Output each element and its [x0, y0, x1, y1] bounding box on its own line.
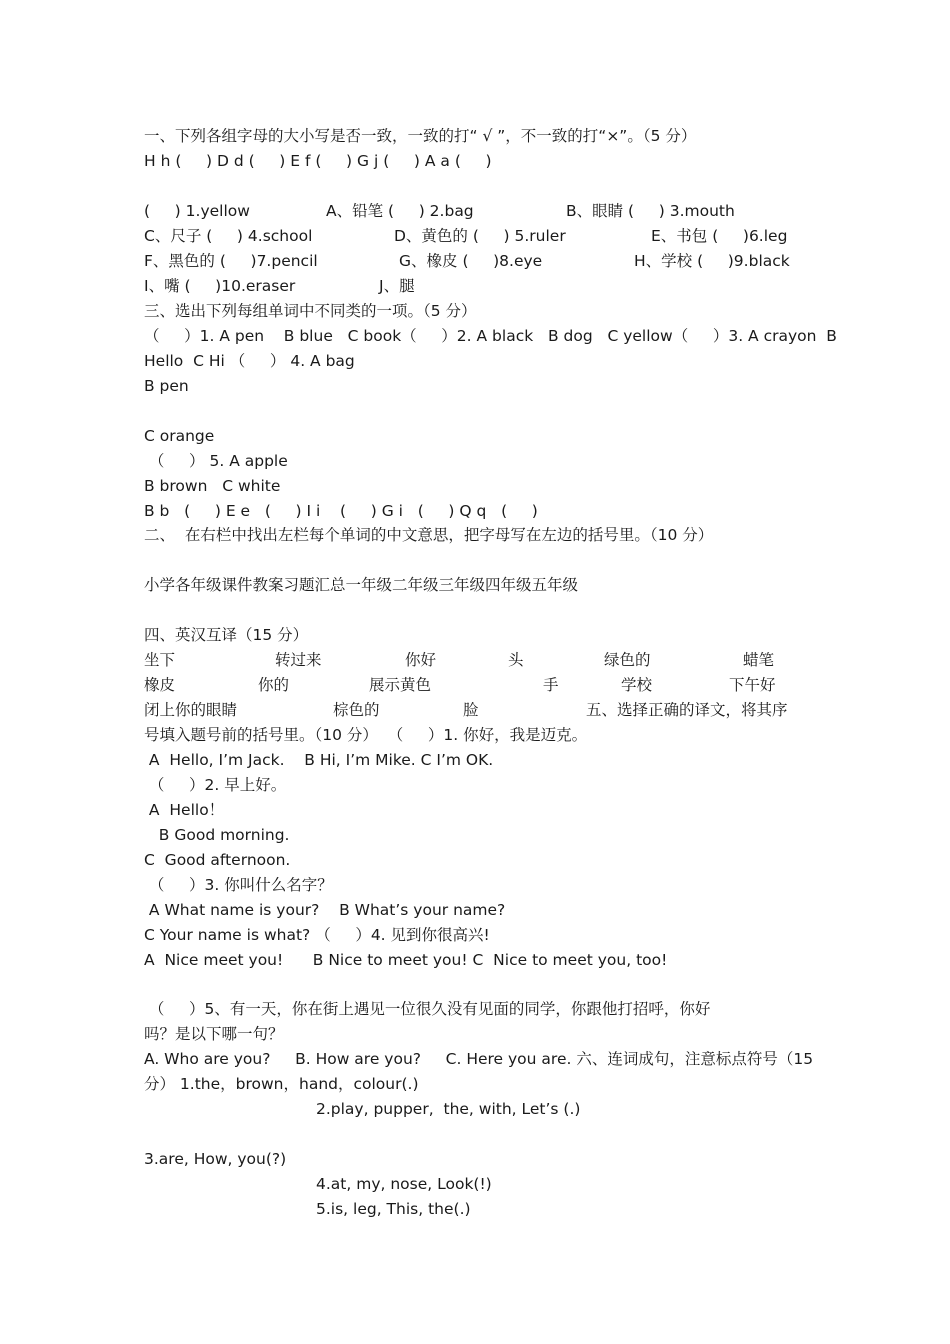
matching-item: D、黄色的 ( ) 5.ruler	[394, 227, 566, 245]
translation-word: 蜡笔	[743, 651, 775, 669]
choice-options-3: A What name is your? B What’s your name?	[144, 901, 506, 919]
odd-one-out-line-6: B brown C white	[144, 477, 281, 495]
matching-item: J、腿	[379, 277, 415, 295]
matching-item: I、嘴 ( )10.eraser	[144, 277, 296, 295]
translation-word: 你的	[258, 676, 290, 694]
matching-item: A、铅笔 ( ) 2.bag	[326, 202, 474, 220]
choice-question-5-cont: 吗？是以下哪一句？	[144, 1025, 284, 1043]
translation-word: 闭上你的眼睛	[144, 701, 238, 719]
matching-row-3	[0, 251, 950, 271]
choice-question-2: （ ）2. 早上好。	[144, 776, 287, 794]
sentence-item-2: 2.play, pupper, the, with, Let’s (.)	[316, 1100, 581, 1118]
odd-one-out-line-2: Hello C Hi （ ） 4. A bag	[144, 352, 355, 370]
odd-one-out-line-3: B pen	[144, 377, 189, 395]
section-3-heading: 三、选出下列每组单词中不同类的一项。（5 分）	[144, 302, 477, 320]
translation-word: 棕色的	[333, 701, 380, 719]
matching-row-4	[0, 276, 950, 296]
translation-word: 脸	[463, 701, 479, 719]
section-2-heading: 二、 在右栏中找出左栏每个单词的中文意思，把字母写在左边的括号里。（10 分）	[144, 526, 714, 544]
matching-item: G、橡皮 ( )8.eye	[399, 252, 543, 270]
odd-one-out-line-5: （ ） 5. A apple	[144, 452, 288, 470]
odd-one-out-line-1: （ ）1. A pen B blue C book（ ）2. A black B dog C yellow（ ）3. A crayon B	[144, 327, 837, 345]
choice-options-5: A. Who are you? B. How are you? C. Here you are. 六、连词成句，注意标点符号（15	[144, 1050, 814, 1068]
section-5-heading-cont: 号填入题号前的括号里。（10 分） （ ）1. 你好，我是迈克。	[144, 726, 588, 744]
translation-word: 绿色的	[604, 651, 651, 669]
section-4-heading: 四、英汉互译（15 分）	[144, 626, 309, 644]
matching-item: B、眼睛 ( ) 3.mouth	[566, 202, 735, 220]
choice-options-4: A Nice meet you! B Nice to meet you! C Nice to meet you, too!	[144, 951, 668, 969]
matching-item: E、书包 ( )6.leg	[651, 227, 788, 245]
choice-option: C Good afternoon.	[144, 851, 291, 869]
choice-question-3: （ ）3. 你叫什么名字？	[144, 876, 333, 894]
resource-banner-text: 小学各年级课件教案习题汇总一年级二年级三年级四年级五年级	[144, 576, 579, 594]
translation-word: 转过来	[275, 651, 322, 669]
translation-word: 下午好	[729, 676, 776, 694]
translation-word: 橡皮	[144, 676, 176, 694]
matching-row-1	[0, 201, 950, 221]
section-1-heading: 一、下列各组字母的大小写是否一致，一致的打“ √ ”，不一致的打“×”。（5 分）	[144, 127, 697, 145]
translation-word: 手	[543, 676, 559, 694]
sentence-item-3: 3.are, How, you(?)	[144, 1150, 287, 1168]
choice-question-4: C Your name is what? （ ）4. 见到你很高兴!	[144, 926, 490, 944]
translation-word: 头	[508, 651, 524, 669]
choice-option: A Hello！	[144, 801, 225, 819]
matching-item: H、学校 ( )9.black	[634, 252, 790, 270]
choice-question-5: （ ）5、有一天，你在街上遇见一位很久没有见面的同学，你跟他打招呼，你好	[144, 1000, 711, 1018]
section-5-heading: 五、选择正确的译文，将其序	[586, 701, 788, 719]
translation-row-1	[0, 650, 950, 670]
matching-item: ( ) 1.yellow	[144, 202, 250, 220]
matching-item: C、尺子 ( ) 4.school	[144, 227, 313, 245]
choice-options-1: A Hello, I’m Jack. B Hi, I’m Mike. C I’m OK.	[144, 751, 494, 769]
translation-row-2	[0, 675, 950, 695]
sentence-item-5: 5.is, leg, This, the(.)	[316, 1200, 471, 1218]
sentence-item-4: 4.at, my, nose, Look(!)	[316, 1175, 492, 1193]
odd-one-out-line-4: C orange	[144, 427, 215, 445]
choice-option: B Good morning.	[144, 826, 290, 844]
sentence-item-1: 分） 1.the，brown，hand，colour(.)	[144, 1075, 419, 1093]
translation-row-3	[0, 700, 950, 720]
translation-word: 你好	[405, 651, 437, 669]
letter-pairs-row-1: H h ( ) D d ( ) E f ( ) G j ( ) A a ( )	[144, 152, 492, 170]
matching-row-2	[0, 226, 950, 246]
matching-item: F、黑色的 ( )7.pencil	[144, 252, 318, 270]
translation-word: 展示黄色	[369, 676, 432, 694]
translation-word: 坐下	[144, 651, 176, 669]
letter-pairs-row-2: B b ( ) E e ( ) I i ( ) G i ( ) Q q ( )	[144, 502, 538, 520]
translation-word: 学校	[621, 676, 653, 694]
